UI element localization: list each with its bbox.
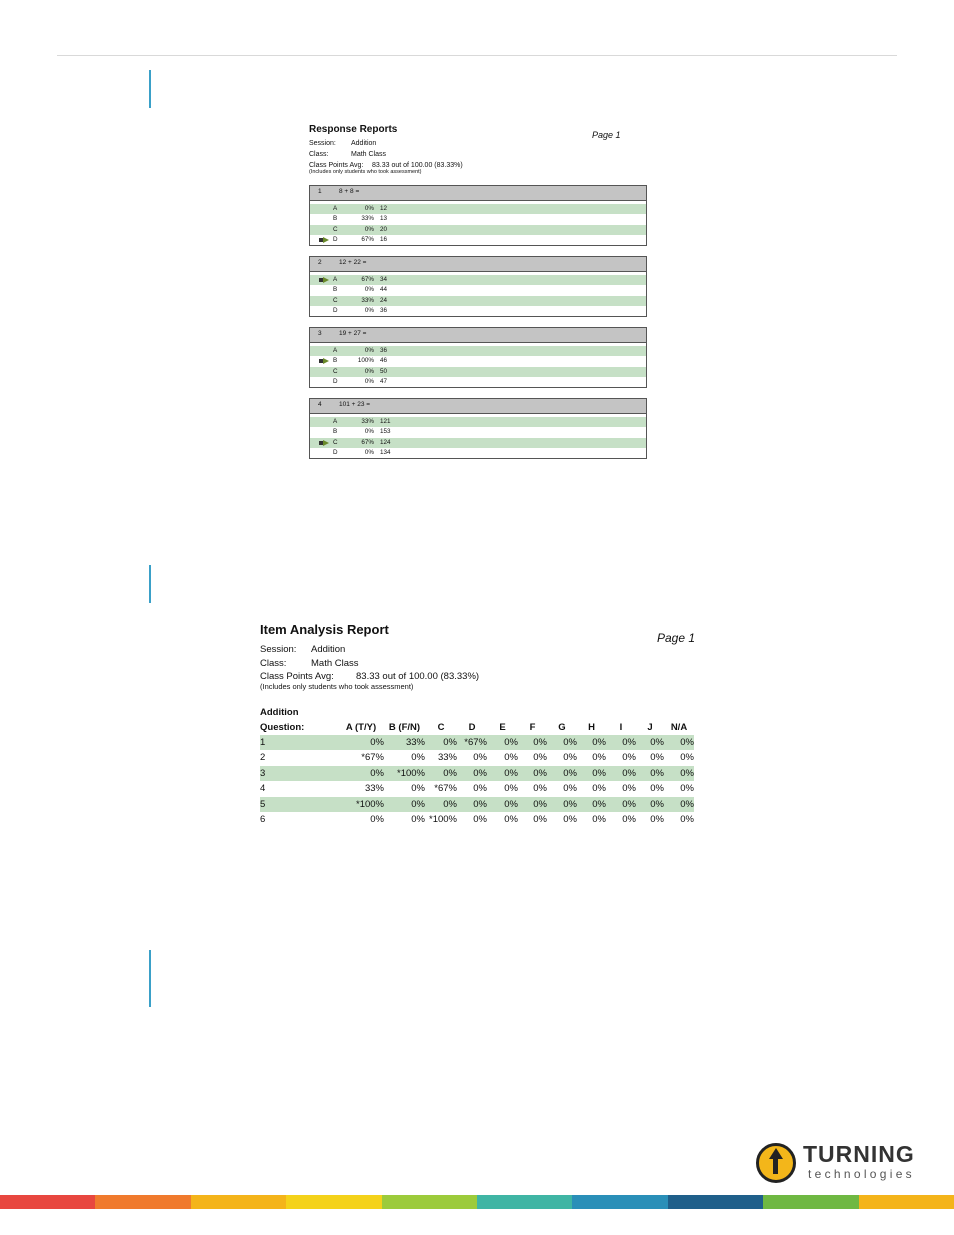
answer-row [310,296,646,306]
percent-cell: *67% [434,783,457,795]
percent-cell: 0% [533,783,547,795]
percent-cell: 0% [370,814,384,826]
answer-percent: 33% [361,296,374,304]
column-header: J [647,721,653,733]
stripe-segment [191,1195,286,1209]
answer-count: 153 [380,428,391,436]
stripe-segment [859,1195,954,1209]
stripe-segment [382,1195,477,1209]
percent-cell: 0% [563,783,577,795]
percent-cell: 0% [504,752,518,764]
question-number-cell: 5 [260,797,338,813]
percent-cell: 33% [364,783,384,795]
percent-cell: 0% [664,766,694,782]
answer-row [310,285,646,295]
percent-cell: *67% [457,735,487,751]
percent-cell: 0% [622,814,636,826]
answer-row [310,275,646,285]
answer-letter: B [333,428,338,436]
question-text: 8 + 8 = [339,188,360,195]
percent-cell: 0% [592,783,606,795]
item-analysis-meta [260,643,696,684]
answer-letter: C [333,225,338,233]
answer-letter: D [333,377,338,385]
answer-percent: 67% [361,276,374,283]
percent-cell: 33% [437,752,457,764]
answer-letter: C [333,296,338,304]
answer-count: 121 [380,418,391,425]
answer-letter: A [333,418,338,425]
session-label: Session: [260,644,297,655]
percent-cell: *67% [361,752,384,764]
answer-row [310,417,646,427]
answer-count: 50 [380,367,388,375]
percent-cell: 0% [425,797,457,813]
logo-subtitle: technologies [808,1167,915,1181]
percent-cell: 0% [664,735,694,751]
column-header: E [499,721,506,733]
answer-row [310,438,646,448]
table-row [260,781,694,797]
percent-cell: 0% [384,797,425,813]
percent-cell: 0% [457,766,487,782]
percent-cell: 0% [622,783,636,795]
column-header: A (T/Y) [345,721,377,733]
percent-cell: 0% [680,814,694,826]
question-header [310,186,646,201]
answer-row [310,225,646,235]
percent-cell: 0% [664,797,694,813]
question-number-cell: 4 [260,783,266,795]
percent-cell: 0% [338,735,384,751]
answer-letter: A [333,347,338,354]
percent-cell: 0% [533,814,547,826]
column-header: I [619,721,623,733]
percent-cell: 0% [606,766,636,782]
percent-cell: 0% [547,735,577,751]
answer-row [310,306,646,316]
item-analysis-title: Item Analysis Report [260,622,389,637]
percent-cell: *100% [384,766,425,782]
percent-cell: 0% [563,752,577,764]
percent-cell: 0% [606,797,636,813]
response-report-meta [309,138,646,171]
response-report-page: Page 1 [592,130,621,140]
answer-row [310,235,646,245]
answer-letter: D [333,306,338,314]
percent-cell: 0% [650,752,664,764]
stripe-segment [668,1195,763,1209]
table-row [260,812,694,828]
table-header-row [260,720,694,735]
answer-count: 24 [380,296,388,304]
percent-cell: 0% [636,797,664,813]
answer-percent: 0% [364,377,374,385]
item-analysis-note: (Includes only students who took assessment) [260,681,414,691]
table-row [260,750,694,766]
percent-cell: 0% [577,735,606,751]
percent-cell: 0% [338,766,384,782]
answer-count: 47 [380,377,388,385]
answer-letter: B [333,286,338,294]
top-divider [57,55,897,56]
response-report-title: Response Reports [309,124,398,135]
question-number: 2 [318,259,322,266]
item-analysis-page: Page 1 [657,631,696,645]
column-header: Question: [260,721,305,733]
column-header: H [588,721,595,733]
question-number-cell: 3 [260,766,338,782]
question-block [309,327,647,388]
session-value: Addition [311,644,346,655]
answer-count: 124 [380,438,391,446]
column-header: N/A [670,721,688,733]
percent-cell: 0% [457,797,487,813]
answer-percent: 0% [364,205,374,212]
percent-cell: 0% [487,797,518,813]
answer-percent: 0% [364,347,374,354]
answer-count: 44 [380,286,388,294]
logo-arrow-shaft [773,1158,778,1174]
question-block [309,256,647,317]
question-number-cell: 1 [260,735,338,751]
footer-color-stripe [0,1195,954,1209]
column-header: D [468,721,476,733]
table-row [260,797,694,813]
turning-technologies-logo [756,1140,931,1185]
stripe-segment [286,1195,381,1209]
avg-value: 83.33 out of 100.00 (83.33%) [372,162,463,169]
percent-cell: 0% [606,735,636,751]
section-marker-2 [149,565,151,603]
question-text: 101 + 23 = [339,401,371,408]
column-header: C [437,721,445,733]
percent-cell: 0% [473,814,487,826]
percent-cell: *100% [338,797,384,813]
question-header [310,328,646,343]
answer-letter: A [333,205,338,212]
percent-cell: 0% [411,783,425,795]
answer-percent: 33% [361,418,374,425]
percent-cell: 0% [487,735,518,751]
question-number: 1 [318,188,322,195]
question-block [309,185,647,246]
answer-count: 36 [380,306,388,314]
question-number-cell: 6 [260,814,266,826]
percent-cell: 0% [547,797,577,813]
answer-percent: 67% [361,438,374,446]
logo-wordmark: TURNING [803,1141,915,1167]
class-value: Math Class [351,151,387,158]
correct-answer-pointer-icon [319,237,329,247]
percent-cell: 0% [622,752,636,764]
answer-letter: C [333,367,338,375]
answer-percent: 33% [361,215,374,223]
response-report-note: (Includes only students who took assessment) [309,169,422,175]
answer-count: 13 [380,215,388,223]
response-report-header [309,124,646,175]
answer-count: 34 [380,276,388,283]
stripe-segment [0,1195,95,1209]
question-number: 3 [318,330,322,337]
answer-letter: B [333,357,338,365]
answer-letter: D [333,235,338,243]
percent-cell: 0% [518,797,547,813]
column-header: B (F/N) [388,721,421,733]
answer-letter: D [333,448,338,456]
answer-count: 134 [380,448,391,456]
class-value: Math Class [311,657,359,669]
answer-row [310,367,646,377]
percent-cell: 0% [473,783,487,795]
stripe-segment [95,1195,190,1209]
avg-label: Class Points Avg: [260,671,334,682]
percent-cell: 0% [577,797,606,813]
avg-value: 83.33 out of 100.00 (83.33%) [356,671,480,682]
answer-percent: 0% [364,448,374,456]
percent-cell: 0% [504,783,518,795]
table-row [260,735,694,751]
percent-cell: 0% [650,814,664,826]
percent-cell: 0% [563,814,577,826]
percent-cell: 0% [425,735,457,751]
answer-letter: B [333,215,338,223]
answer-row [310,356,646,366]
question-block [309,398,647,459]
answer-percent: 0% [364,367,374,375]
percent-cell: 0% [425,766,457,782]
stripe-segment [477,1195,572,1209]
section-marker-3 [149,950,151,1007]
item-analysis-session-name: Addition [260,706,299,718]
session-value: Addition [351,140,377,147]
percent-cell: 0% [411,752,425,764]
percent-cell: 0% [533,752,547,764]
column-header: F [529,721,536,733]
answer-percent: 100% [357,357,374,365]
percent-cell: 33% [384,735,425,751]
answer-row [310,204,646,214]
answer-row [310,377,646,387]
percent-cell: 0% [577,766,606,782]
answer-letter: C [333,438,338,446]
question-number: 4 [318,401,322,408]
answer-row [310,448,646,458]
answer-row [310,427,646,437]
question-header [310,257,646,272]
question-header [310,399,646,414]
item-analysis-table [260,720,694,828]
percent-cell: 0% [547,766,577,782]
avg-label: Class Points Avg: [309,162,364,169]
percent-cell: 0% [592,752,606,764]
question-text: 19 + 27 = [339,330,367,337]
percent-cell: 0% [504,814,518,826]
percent-cell: 0% [636,735,664,751]
percent-cell: 0% [680,783,694,795]
answer-row [310,346,646,356]
column-header: G [558,721,566,733]
percent-cell: 0% [411,814,425,826]
answer-letter: A [333,276,338,283]
percent-cell: 0% [680,752,694,764]
question-number-cell: 2 [260,752,266,764]
answer-percent: 0% [364,225,374,233]
stripe-segment [763,1195,858,1209]
percent-cell: 0% [518,766,547,782]
session-label: Session: [309,140,336,147]
class-label: Class: [309,151,329,158]
item-analysis-report [260,622,696,828]
answer-count: 20 [380,225,388,233]
percent-cell: 0% [518,735,547,751]
answer-percent: 0% [364,306,374,314]
percent-cell: 0% [473,752,487,764]
percent-cell: 0% [650,783,664,795]
answer-count: 36 [380,347,388,354]
percent-cell: 0% [636,766,664,782]
percent-cell: *100% [429,814,457,826]
class-label: Class: [260,657,287,669]
stripe-segment [572,1195,667,1209]
table-row [260,766,694,782]
answer-percent: 67% [361,235,374,243]
answer-count: 16 [380,235,388,243]
question-text: 12 + 22 = [339,259,367,266]
answer-percent: 0% [364,428,374,436]
answer-count: 46 [380,357,388,365]
answer-count: 12 [380,205,388,212]
percent-cell: 0% [487,766,518,782]
section-marker-1 [149,70,151,108]
answer-row [310,214,646,224]
answer-percent: 0% [364,286,374,294]
percent-cell: 0% [592,814,606,826]
